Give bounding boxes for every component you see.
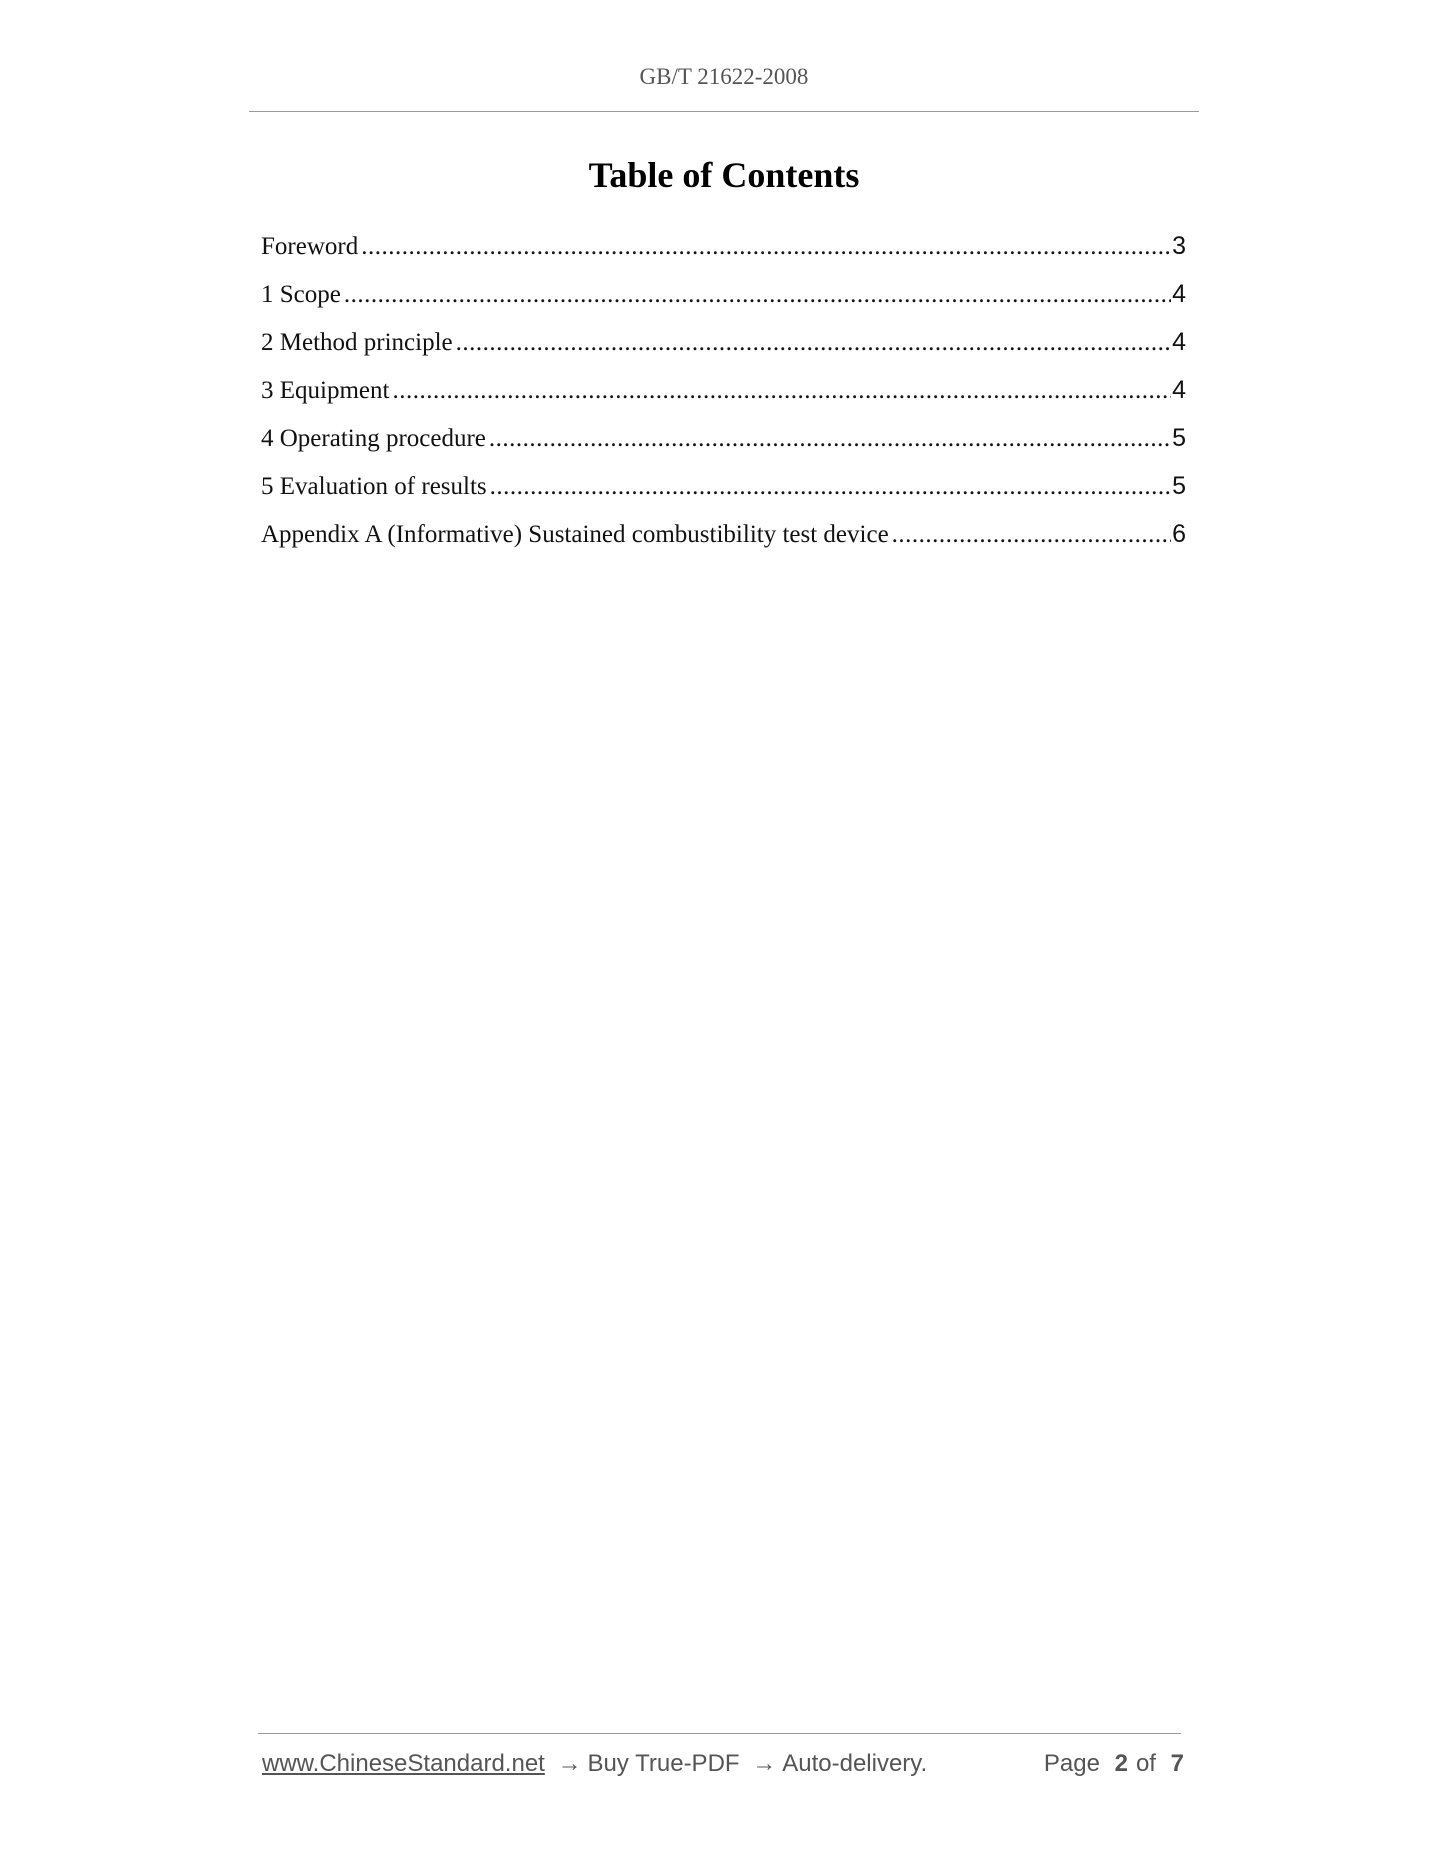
arrow-right-icon: → xyxy=(752,1750,777,1777)
toc-dot-leader xyxy=(892,511,1171,558)
page-word: Page xyxy=(1043,1750,1100,1777)
toc-entry-label: 2 Method principle xyxy=(261,329,453,356)
toc-dot-leader xyxy=(392,367,1171,414)
page-footer xyxy=(262,1750,1184,1786)
toc-dot-leader xyxy=(490,463,1171,510)
site-link[interactable]: www.ChineseStandard.net xyxy=(262,1750,545,1777)
arrow-right-icon: → xyxy=(557,1750,582,1777)
toc-entry-foreword[interactable] xyxy=(261,222,1186,270)
toc-dot-leader xyxy=(361,223,1171,270)
toc-entry-page-number: 5 xyxy=(1172,472,1186,500)
footer-promo xyxy=(262,1750,927,1778)
toc-entry-page-number: 3 xyxy=(1172,232,1186,260)
toc-dot-leader xyxy=(456,319,1171,366)
toc-entry-label: 4 Operating procedure xyxy=(261,425,486,452)
toc-dot-leader xyxy=(489,415,1171,462)
buy-true-pdf-text: Buy True-PDF xyxy=(587,1750,740,1777)
of-word: of xyxy=(1135,1750,1156,1777)
toc-entry-equipment[interactable] xyxy=(261,366,1186,414)
toc-entry-page-number: 5 xyxy=(1172,424,1186,452)
toc-entry-label: 1 Scope xyxy=(261,281,341,308)
toc-entry-appendix-a[interactable] xyxy=(261,510,1186,558)
toc-entry-evaluation-of-results[interactable] xyxy=(261,462,1186,510)
total-page-number: 7 xyxy=(1170,1750,1184,1777)
toc-entry-label: 5 Evaluation of results xyxy=(261,473,487,500)
toc-entry-operating-procedure[interactable] xyxy=(261,414,1186,462)
toc-entry-scope[interactable] xyxy=(261,270,1186,318)
current-page-number: 2 xyxy=(1114,1750,1128,1777)
toc-entry-label: Appendix A (Informative) Sustained combustibility test device xyxy=(261,521,889,548)
page-counter xyxy=(1044,1750,1184,1778)
toc-entry-method-principle[interactable] xyxy=(261,318,1186,366)
toc-entry-page-number: 4 xyxy=(1172,328,1186,356)
toc-entry-label: 3 Equipment xyxy=(261,377,390,404)
footer-divider xyxy=(258,1733,1181,1734)
toc-entry-page-number: 4 xyxy=(1172,280,1186,308)
toc-entry-page-number: 4 xyxy=(1172,376,1186,404)
auto-delivery-text: Auto-delivery. xyxy=(782,1750,928,1777)
header-divider xyxy=(249,111,1199,112)
toc-entry-label: Foreword xyxy=(261,233,359,260)
document-code-header: GB/T 21622-2008 xyxy=(639,64,809,89)
toc-title: Table of Contents xyxy=(588,155,860,195)
toc-dot-leader xyxy=(344,271,1171,318)
toc-list xyxy=(261,222,1186,558)
toc-entry-page-number: 6 xyxy=(1172,520,1186,548)
